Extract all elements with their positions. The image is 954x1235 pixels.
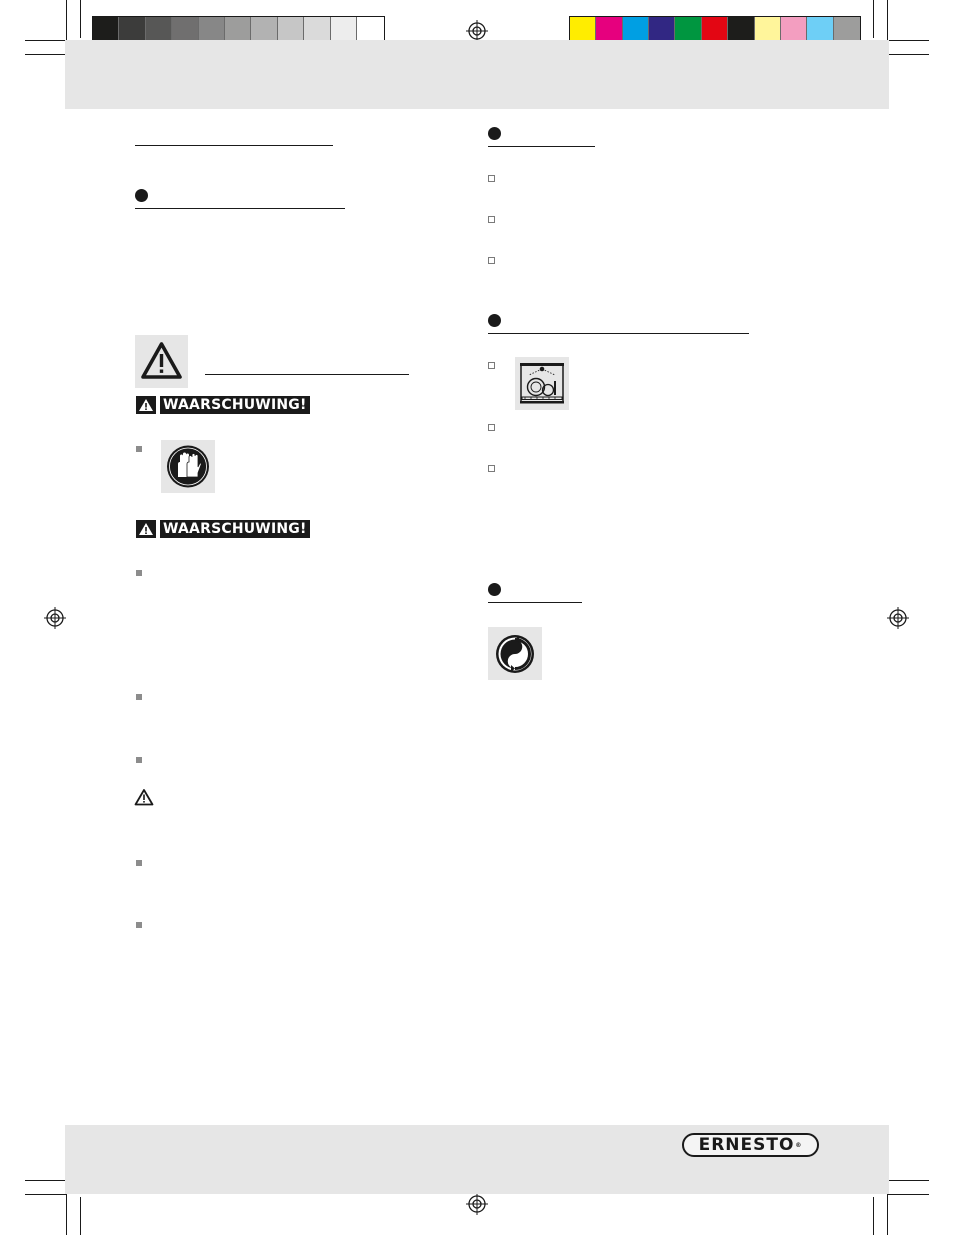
- crop-mark: [25, 54, 67, 55]
- brand-registered-mark: ®: [795, 1141, 803, 1149]
- list-bullet: [136, 922, 142, 928]
- gloves-tile: [161, 440, 215, 493]
- list-bullet: [488, 424, 495, 431]
- crop-mark: [25, 40, 67, 41]
- registration-mark-icon: [887, 607, 909, 629]
- warning-triangle-icon: [135, 335, 188, 388]
- list-bullet: [488, 362, 495, 369]
- registration-mark-icon: [466, 1193, 488, 1215]
- list-bullet: [136, 446, 142, 452]
- warning-label-text: WAARSCHUWING!: [160, 520, 310, 538]
- dishwasher-safe-icon: [515, 357, 569, 410]
- section-rule: [488, 602, 582, 603]
- dishwasher-tile: [515, 357, 569, 410]
- crop-mark: [887, 1180, 929, 1181]
- section-dot: [488, 314, 501, 327]
- crop-mark: [80, 1197, 81, 1235]
- brand-name: ERNESTO: [698, 1135, 795, 1155]
- safety-notice-tile: [135, 335, 188, 388]
- warning-triangle-icon: [136, 520, 156, 538]
- section-rule: [488, 333, 749, 334]
- warning-triangle-icon: [136, 396, 156, 414]
- list-bullet: [136, 694, 142, 700]
- list-bullet: [136, 860, 142, 866]
- green-dot-recycling-icon: [488, 627, 542, 680]
- list-bullet: [136, 570, 142, 576]
- list-bullet: [488, 175, 495, 182]
- crop-mark: [887, 1194, 929, 1195]
- crop-mark: [25, 1194, 67, 1195]
- section-dot: [135, 189, 148, 202]
- warning-label-text: WAARSCHUWING!: [160, 396, 310, 414]
- section-dot: [488, 583, 501, 596]
- crop-mark: [887, 40, 929, 41]
- crop-mark: [873, 1197, 874, 1235]
- registration-mark-icon: [466, 20, 488, 42]
- crop-mark: [887, 54, 929, 55]
- section-rule: [135, 145, 333, 146]
- crop-mark: [80, 0, 81, 38]
- protective-gloves-icon: [161, 440, 215, 493]
- crop-mark: [873, 0, 874, 38]
- header-band: [65, 40, 889, 109]
- list-bullet: [488, 257, 495, 264]
- brand-logo: [682, 1133, 819, 1157]
- warning-label: [136, 396, 310, 414]
- section-rule: [205, 374, 409, 375]
- registration-mark-icon: [44, 607, 66, 629]
- crop-mark: [25, 1180, 67, 1181]
- list-bullet: [488, 465, 495, 472]
- warning-triangle-icon: [134, 788, 154, 806]
- section-dot: [488, 127, 501, 140]
- list-bullet: [488, 216, 495, 223]
- recycling-tile: [488, 627, 542, 680]
- list-bullet: [136, 757, 142, 763]
- section-rule: [488, 146, 595, 147]
- section-rule: [135, 208, 345, 209]
- warning-label: [136, 520, 310, 538]
